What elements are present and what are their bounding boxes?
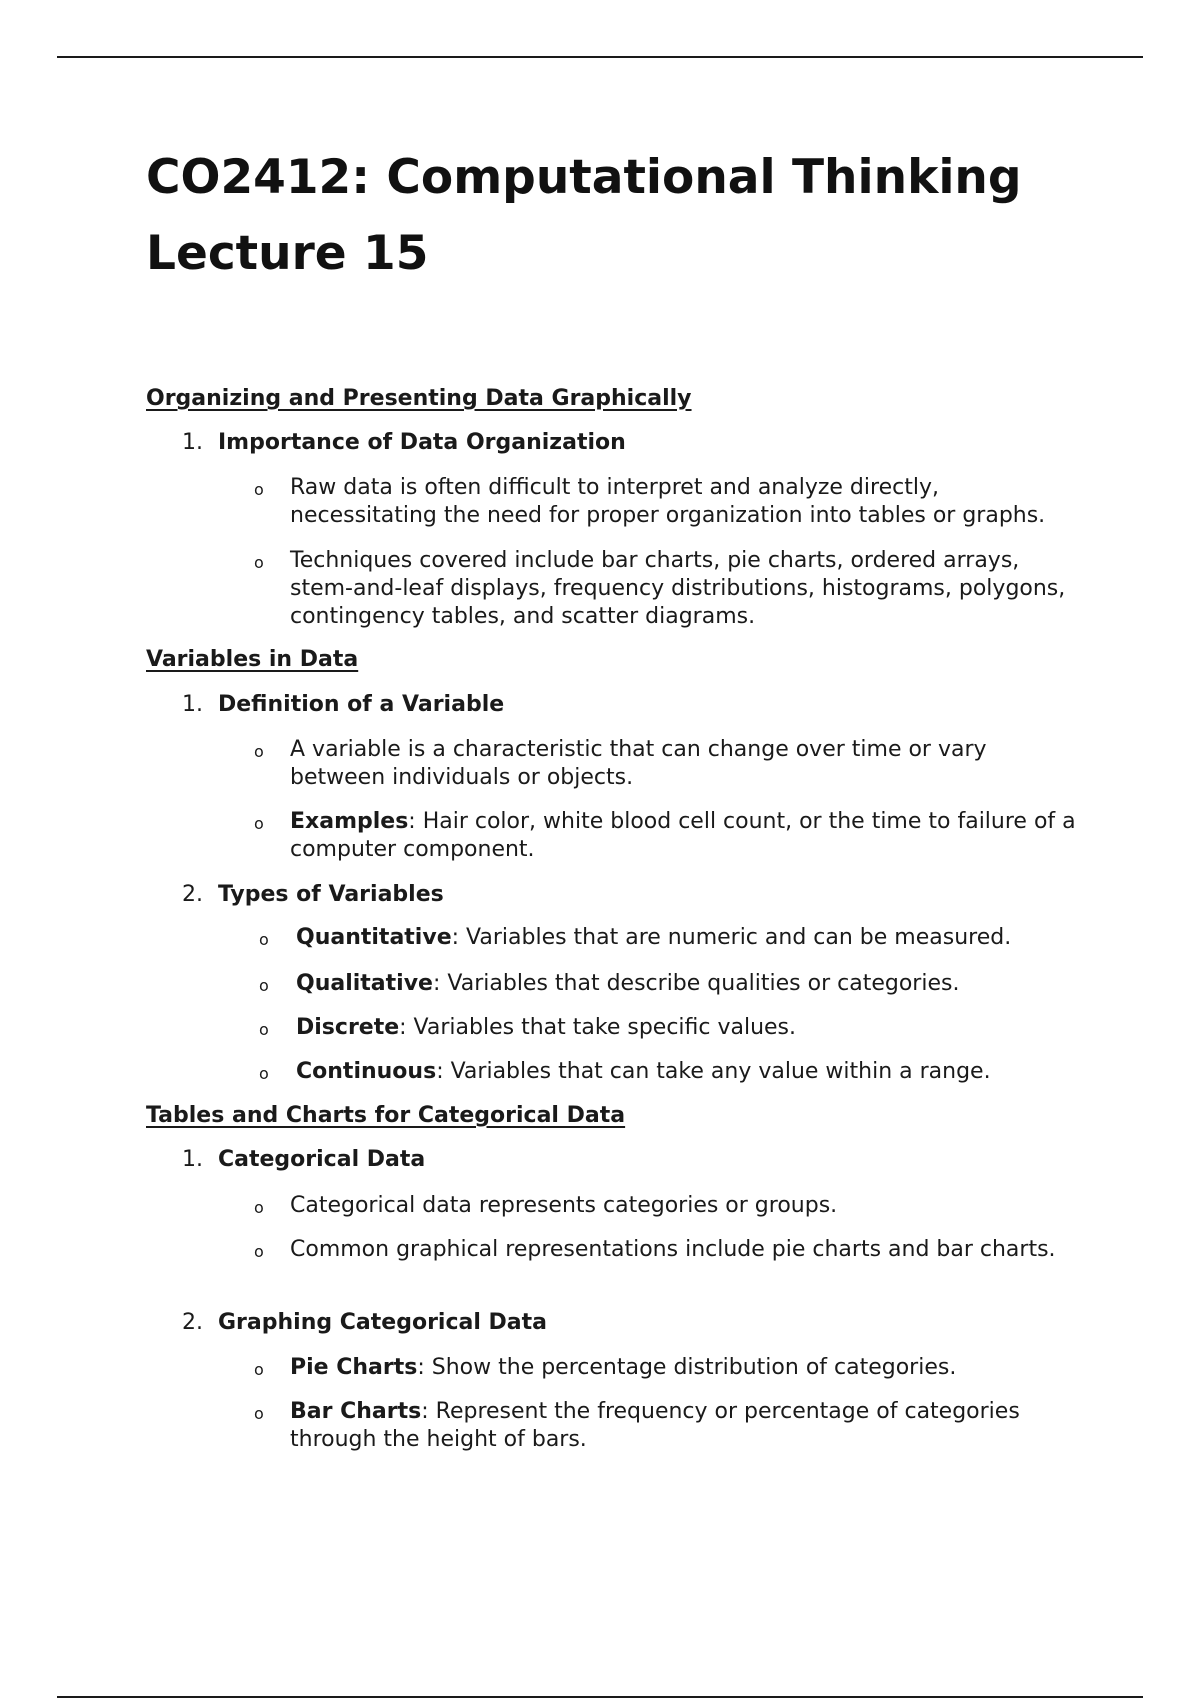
bullet-marker: o — [254, 1198, 264, 1217]
bullet-text: Categorical data represents categories or groups. — [290, 1193, 838, 1218]
bullet-marker: o — [254, 814, 264, 833]
bullet-term: Continuous — [296, 1059, 437, 1084]
item-number: 1. — [182, 692, 203, 717]
item-label: Categorical Data — [218, 1147, 426, 1172]
section-heading: Tables and Charts for Categorical Data — [146, 1103, 626, 1128]
item-label: Definition of a Variable — [218, 692, 505, 717]
bullet-marker: o — [259, 930, 269, 949]
bullet-marker: o — [254, 480, 264, 499]
bullet-text: Common graphical representations include pie charts and bar charts. — [290, 1237, 1056, 1262]
bullet-text — [290, 1398, 1080, 1454]
item-number: 2. — [182, 1310, 203, 1335]
section-heading: Variables in Data — [146, 647, 359, 672]
bullet-marker: o — [254, 1404, 264, 1423]
bullet-marker: o — [259, 1020, 269, 1039]
bullet-text: Techniques covered include bar charts, pie charts, ordered arrays, stem-and-leaf displays, frequency distributions, histograms, polygons, contingency tables, and scatter diagrams. — [290, 548, 1066, 629]
bullet-term: Qualitative — [296, 971, 433, 996]
bullet-description: : Variables that can take any value within a range. — [436, 1059, 991, 1084]
bullet-marker: o — [254, 1242, 264, 1261]
item-number: 1. — [182, 430, 203, 455]
bullet-text — [296, 1014, 1086, 1042]
bullet-term: Pie Charts — [290, 1355, 418, 1380]
bullet-description: : Represent the frequency or percentage of categories through the height of bars. — [290, 1399, 1020, 1452]
bullet-term: Discrete — [296, 1015, 400, 1040]
numbered-item — [182, 1147, 425, 1172]
bullet-term: Examples — [290, 809, 409, 834]
numbered-item — [182, 692, 504, 717]
item-number: 2. — [182, 882, 203, 907]
bullet-marker: o — [254, 553, 264, 572]
bullet-description: : Variables that are numeric and can be measured. — [451, 925, 1012, 950]
bullet-marker: o — [259, 976, 269, 995]
title-line-2: Lecture 15 — [146, 226, 429, 281]
bullet-text: Raw data is often difficult to interpret and analyze directly, necessitating the need for proper organization into tables or graphs. — [290, 475, 1046, 528]
bullet-text — [296, 924, 1086, 952]
header-rule — [57, 56, 1143, 58]
document-title — [146, 140, 1086, 292]
bullet-description: : Variables that describe qualities or categories. — [432, 971, 960, 996]
document-page — [146, 140, 1086, 1452]
title-line-1: CO2412: Computational Thinking — [146, 150, 1022, 205]
numbered-item — [182, 882, 444, 907]
bullet-text — [296, 970, 1086, 998]
bullet-description: : Variables that take specific values. — [399, 1015, 797, 1040]
bullet-text — [296, 1058, 1086, 1086]
bullet-text: A variable is a characteristic that can change over time or vary between individuals or objects. — [290, 737, 987, 790]
bullet-description: : Hair color, white blood cell count, or the time to failure of a computer component. — [290, 809, 1076, 862]
bullet-text — [290, 808, 1080, 864]
bullet-marker: o — [254, 742, 264, 761]
bullet-description: : Show the percentage distribution of categories. — [417, 1355, 957, 1380]
item-label: Types of Variables — [218, 882, 444, 907]
bullet-marker: o — [254, 1360, 264, 1379]
bullet-term: Quantitative — [296, 925, 452, 950]
footer-rule — [57, 1696, 1143, 1698]
item-label: Importance of Data Organization — [218, 430, 626, 455]
section-heading: Organizing and Presenting Data Graphically — [146, 386, 692, 411]
item-number: 1. — [182, 1147, 203, 1172]
bullet-term: Bar Charts — [290, 1399, 422, 1424]
numbered-item — [182, 1310, 547, 1335]
bullet-text — [290, 1354, 1080, 1382]
item-label: Graphing Categorical Data — [218, 1310, 548, 1335]
bullet-marker: o — [259, 1064, 269, 1083]
numbered-item — [182, 430, 626, 455]
